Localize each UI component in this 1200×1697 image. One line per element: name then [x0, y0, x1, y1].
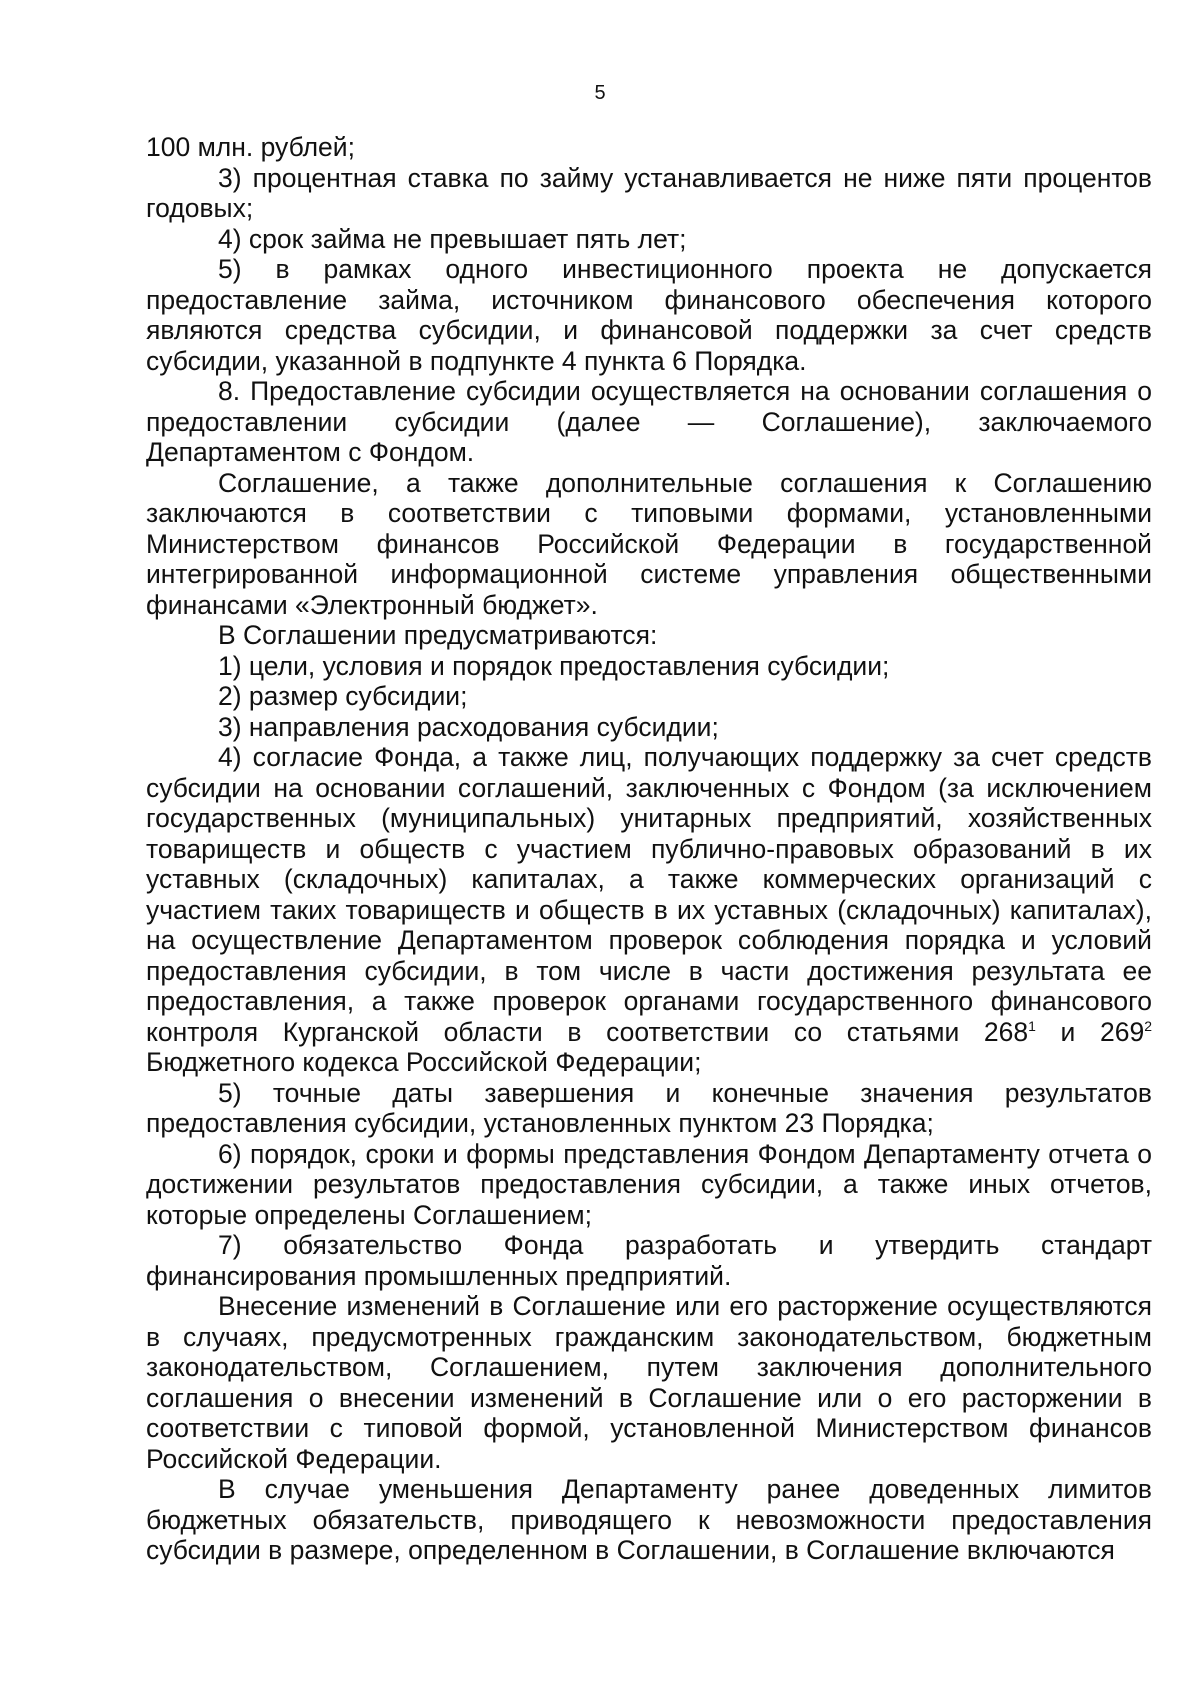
paragraph: 1) цели, условия и порядок предоставления субсидии; — [218, 650, 890, 681]
paragraph: 3) направления расходования субсидии; — [218, 711, 719, 742]
paragraph: 100 млн. рублей; — [146, 132, 355, 162]
paragraph: 4) срок займа не превышает пять лет; — [218, 223, 687, 254]
page-number: 5 — [594, 82, 606, 104]
paragraph: 3) процентная ставка по займу устанавливается не ниже пяти процентов годовых; — [146, 162, 1152, 223]
paragraph: Соглашение, а также дополнительные соглашения к Соглашению заключаются в соответствии с типовыми формами, установленными Министерством финансов Российской Федерации в государственной интегрированной информационной системе управления общественными финансами «Электронный бюджет». — [146, 467, 1152, 620]
paragraph: 7) обязательство Фонда разработать и утвердить стандарт финансирования промышленных предприятий. — [146, 1230, 1152, 1291]
paragraph: В случае уменьшения Департаменту ранее доведенных лимитов бюджетных обязательств, приводящего к невозможности предоставления субсидии в размере, определенном в Соглашении, в Соглашение включаются — [146, 1474, 1152, 1565]
superscript: 1 — [1028, 1017, 1036, 1034]
paragraph: 8. Предоставление субсидии осуществляется на основании соглашения о предоставлении субсидии (далее — Соглашение), заключаемого Департаментом с Фондом. — [146, 376, 1152, 467]
paragraph-text: 4) согласие Фонда, а также лиц, получающих поддержку за счет средств субсидии на основании соглашений, заключенных с Фондом (за исключением государственных (муниципальных) унитарных предприятий, хозяйственных товариществ и обществ с участием публично-правовых образований в их уставных (складочных) капиталах, а также коммерческих организаций с участием таких товариществ и обществ в их уставных (складочных) капиталах), на осуществление Департаментом проверок соблюдения порядка и условий предоставления субсидии, в том числе в части достижения результата ее предоставления, а также проверок органами государственного финансового контроля Курганской области в соответствии со статьями 268 — [146, 742, 1152, 1047]
paragraph: 2) размер субсидии; — [218, 681, 468, 711]
paragraph: 6) порядок, сроки и формы представления Фондом Департаменту отчета о достижении результатов предоставления субсидии, а также иных отчетов, которые определены Соглашением; — [146, 1138, 1152, 1230]
paragraph: Внесение изменений в Соглашение или его расторжение осуществляются в случаях, предусмотренных гражданским законодательством, бюджетным законодательством, Соглашением, путем заключения дополнительного соглашения о внесении изменений в Соглашение или о его расторжении в соответствии с типовой формой, установленной Министерством финансов Российской Федерации. — [146, 1291, 1152, 1474]
document-body — [146, 132, 1152, 1566]
paragraph-text: и 269 — [1035, 1016, 1145, 1047]
paragraph-text: Бюджетного кодекса Российской Федерации; — [146, 1047, 702, 1077]
superscript: 2 — [1144, 1017, 1153, 1034]
paragraph: В Соглашении предусматриваются: — [218, 620, 658, 650]
paragraph: 5) в рамках одного инвестиционного проекта не допускается предоставление займа, источником финансового обеспечения которого являются средства субсидии, и финансовой поддержки за счет средств субсидии, указанной в подпункте 4 пункта 6 Порядка. — [146, 254, 1152, 376]
paragraph: 5) точные даты завершения и конечные значения результатов предоставления субсидии, установленных пунктом 23 Порядка; — [146, 1077, 1152, 1138]
paragraph — [146, 742, 1152, 1078]
